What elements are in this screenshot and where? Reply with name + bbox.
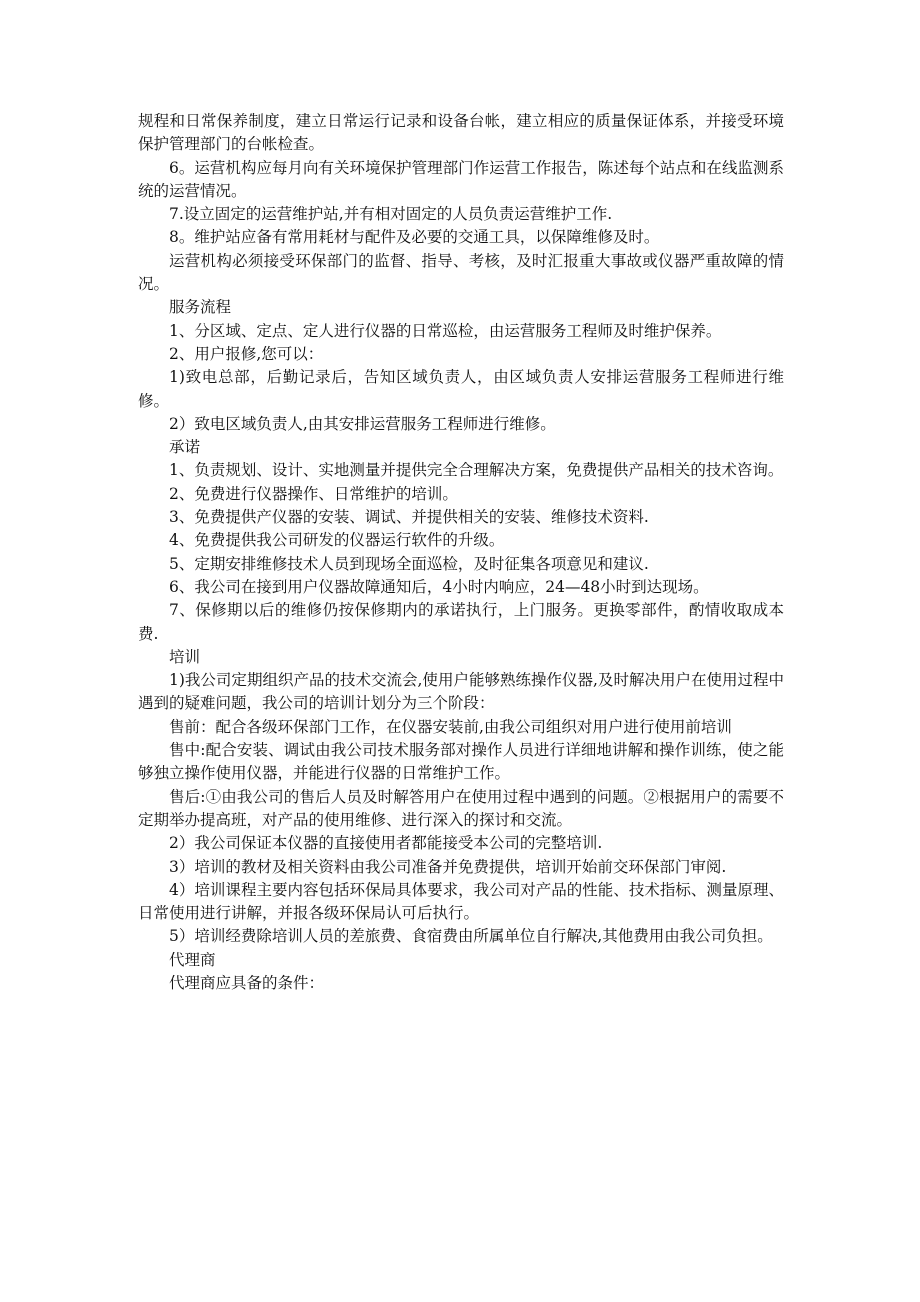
heading-commitment: 承诺 <box>169 438 201 457</box>
paragraph-training-4: 4）培训课程主要内容包括环保局具体要求，我公司对产品的性能、技术指标、测量原理、日常使用进行讲解，并报各级环保局认可后执行。 <box>138 880 784 923</box>
paragraph-agent-conditions: 代理商应具备的条件： <box>169 973 325 992</box>
heading-agent: 代理商 <box>169 950 216 969</box>
paragraph-training-5: 5）培训经费除培训人员的差旅费、食宿费由所属单位自行解决,其他费用由我公司负担。 <box>169 927 773 946</box>
paragraph-training-aftersale: 售后:①由我公司的售后人员及时解答用户在使用过程中遇到的问题。②根据用户的需要不定期举办提高班，对产品的使用维修、进行深入的探讨和交流。 <box>138 787 784 829</box>
paragraph-training-2: 2）我公司保证本仪器的直接使用者都能接受本公司的完整培训. <box>169 834 603 853</box>
paragraph-commitment-2: 2、免费进行仪器操作、日常维护的培训。 <box>169 484 458 503</box>
paragraph-commitment-7: 7、保修期以后的维修仍按保修期内的承诺执行，上门服务。更换零部件，酌情收取成本费. <box>138 601 784 643</box>
heading-training: 培训 <box>169 647 201 666</box>
paragraph-training-1: 1)我公司定期组织产品的技术交流会,使用户能够熟练操作仪器,及时解决用户在使用过程中遇到的疑难问题，我公司的培训计划分为三个阶段： <box>138 671 784 713</box>
paragraph-commitment-1: 1、负责规划、设计、实地测量并提供完全合理解决方案，免费提供产品相关的技术咨询。 <box>169 461 784 480</box>
paragraph-commitment-3: 3、免费提供产仪器的安装、调试、并提供相关的安装、维修技术资料. <box>169 508 649 527</box>
paragraph-commitment-5: 5、定期安排维修技术人员到现场全面巡检，及时征集各项意见和建议. <box>169 554 649 573</box>
paragraph-service-2-2: 2）致电区域负责人,由其安排运营服务工程师进行维修。 <box>169 414 556 433</box>
paragraph-commitment-4: 4、免费提供我公司研发的仪器运行软件的升级。 <box>169 531 505 550</box>
paragraph-item-8-supplies: 8。维护站应备有常用耗材与配件及必要的交通工具，以保障维修及时。 <box>169 228 660 247</box>
paragraph-training-3: 3）培训的教材及相关资料由我公司准备并免费提供，培训开始前交环保部门审阅. <box>169 857 727 876</box>
paragraph-item-7-station: 7.设立固定的运营维护站,并有相对固定的人员负责运营维护工作. <box>169 205 613 224</box>
paragraph-item-6-monthly-report: 6。运营机构应每月向有关环境保护管理部门作运营工作报告，陈述每个站点和在线监测系统的运营情况。 <box>138 158 784 200</box>
paragraph-training-presale: 售前：配合各级环保部门工作，在仪器安装前,由我公司组织对用户进行使用前培训 <box>169 717 732 736</box>
paragraph-maintenance-rules: 规程和日常保养制度，建立日常运行记录和设备台帐，建立相应的质量保证体系，并接受环境保护管理部门的台帐检查。 <box>138 112 784 154</box>
heading-service-process: 服务流程 <box>169 298 232 317</box>
paragraph-supervision: 运营机构必须接受环保部门的监督、指导、考核，及时汇报重大事故或仪器严重故障的情况。 <box>138 251 784 294</box>
paragraph-training-insale: 售中:配合安装、调试由我公司技术服务部对操作人员进行详细地讲解和操作训练，使之能够独立操作使用仪器，并能进行仪器的日常维护工作。 <box>138 741 784 783</box>
paragraph-service-2-1: 1)致电总部，后勤记录后，告知区域负责人，由区域负责人安排运营服务工程师进行维修。 <box>138 368 784 410</box>
document-body <box>138 110 784 995</box>
paragraph-service-1: 1、分区域、定点、定人进行仪器的日常巡检，由运营服务工程师及时维护保养。 <box>169 321 722 340</box>
paragraph-service-2: 2、用户报修,您可以： <box>169 344 324 363</box>
paragraph-commitment-6: 6、我公司在接到用户仪器故障通知后，4小时内响应，24—48小时到达现场。 <box>169 577 709 596</box>
